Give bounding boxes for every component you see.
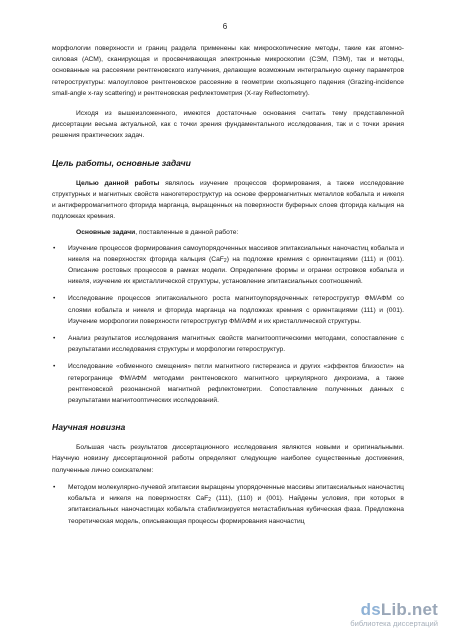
paragraph-tasks-intro — [52, 227, 404, 238]
paragraph-novelty: Большая часть результатов диссертационного исследования являются новыми и оригинальными. Научную новизну диссертационной работы определяют следующие наиболее существенные достижения, полученные лично соискателем: — [52, 444, 404, 474]
dslib-watermark — [298, 601, 438, 629]
list-item-task-3: • Анализ результатов исследования магнитных свойств магнитооптическими методами, сопоставление с результатами исследования структуры и морфологии гетероструктур. — [53, 335, 404, 354]
text-column — [52, 43, 404, 527]
heading-novelty: Научная новизна — [52, 422, 126, 433]
bullet-icon: • — [53, 335, 56, 343]
bullet-icon: • — [53, 483, 56, 491]
paragraph-relevance: Исходя из вышеизложенного, имеются достаточные основания считать тему представленной диссертации весьма актуальной, как с точки зрения фундаментального исследования, так и с точки зрения решения практических задач. — [52, 110, 404, 140]
paragraph-goal — [52, 178, 404, 223]
list-item-task-1: • Изучение процессов формирования самоупорядоченных массивов эпитаксиальных наночастиц кобальта и никеля на поверхностях фторида кальция (CaF$_2$) на подложке кремния с ориентациями (111) и (001). Описание ростовых процессов в рамках модели. Определение формы и огранки островков кобальта и никеля, изучение их кристаллической структуры, установление эпитаксиальных соотношений. — [53, 244, 404, 286]
dslib-logo: dsLib.net — [360, 600, 438, 619]
page-number: 6 — [222, 22, 228, 31]
paragraph-methods: морфологии поверхности и границ раздела применены как микроскопические методы, такие как атомно-силовая (АСМ), сканирующая и просвечивающая электронные микроскопии (СЭМ, ПЭМ), так и методы, основанные на рассеянии рентгеновского излучения, делающие возможным интегральную оценку параметров гетероструктуры: малоугловое рентгеновское рассеяние в геометрии скользящего падения (Grazing-incidence small-angle x-ray scattering) и рентгеновская рефлектометрия (X-ray Reflectometry). — [52, 45, 404, 97]
watermark-caption: библиотека диссертаций — [350, 619, 438, 628]
goal-bold: Целью данной работы — [76, 179, 160, 187]
bullet-icon: • — [53, 295, 56, 303]
bullet-icon: • — [53, 244, 56, 252]
list-item-novelty-1: • Методом молекулярно-лучевой эпитаксии выращены упорядоченные массивы эпитаксиальных наночастиц кобальта и никеля на поверхностях CaF$_2$ (111), (110) и (001). Найдены условия, при которых в эпитаксиальных наночастицах кобальта стабилизируется метастабильная кубическая фаза. Предложена теоретическая модель, описывающая процессы формирования наночастиц — [53, 483, 404, 525]
tasks-text: , поставленные в данной работе: — [135, 229, 239, 237]
list-item-task-4: • Исследование «обменного смещения» петли магнитного гистерезиса и других «эффектов близости» на гетерогранице ФМ/АФМ методами рентгеновского магнитного циркулярного дихроизма, а также рентгеновской резонансной магнитной рефлектометрии. Сопоставление полученных данных с результатами магнитооптических исследований. — [53, 363, 404, 405]
goal-text: являлось изучение процессов формирования, а также исследование структурных и магнитных свойств наногетероструктур на основе ферромагнитных металлов кобальта и никеля и антиферромагнитного фторида марганца, выращенных на поверхности буферных слоев фторида кальция на подложках кремния. — [52, 179, 404, 221]
bullet-icon: • — [53, 363, 56, 371]
tasks-bold: Основные задачи — [76, 229, 136, 237]
heading-goals: Цель работы, основные задачи — [52, 157, 191, 168]
list-item-task-2: • Исследование процессов эпитаксиального роста магнитоупорядоченных гетероструктур ФМ/АФМ со слоями кобальта и никеля и фторида марганца на подложках кремния с ориентациями (111) и (001). Изучение морфологии поверхности гетероструктур ФМ/АФМ и их кристаллической структуры. — [53, 295, 404, 325]
